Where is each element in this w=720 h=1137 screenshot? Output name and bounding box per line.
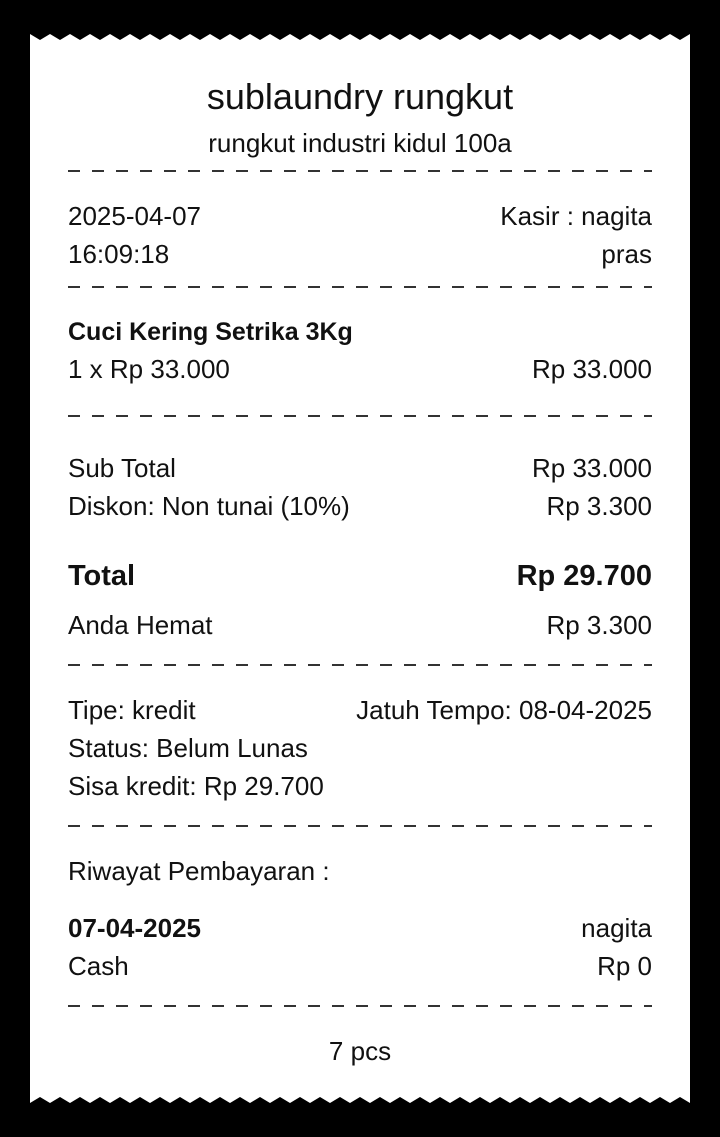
receipt xyxy=(30,30,690,1107)
receipt-bottom-edge xyxy=(30,1095,690,1107)
receipt-paper xyxy=(30,41,690,1096)
payment-by: nagita xyxy=(581,913,652,943)
cashier-name-continued: pras xyxy=(601,239,652,269)
saved-label: Anda Hemat xyxy=(68,610,213,640)
total-value: Rp 29.700 xyxy=(516,560,652,592)
subtotal-value: Rp 33.000 xyxy=(532,453,652,483)
divider xyxy=(68,415,652,417)
total-label: Total xyxy=(68,560,136,592)
item-count: 7 pcs xyxy=(328,1036,392,1066)
divider xyxy=(68,286,652,288)
divider xyxy=(68,825,652,827)
payment-status: Status: Belum Lunas xyxy=(68,733,308,763)
item-qty-price: 1 x Rp 33.000 xyxy=(68,354,230,384)
remaining-credit: Sisa kredit: Rp 29.700 xyxy=(68,771,324,801)
item-name: Cuci Kering Setrika 3Kg xyxy=(68,318,353,346)
divider xyxy=(68,1005,652,1007)
list-item xyxy=(68,354,652,384)
payment-amount: Rp 0 xyxy=(597,951,652,981)
store-address: rungkut industri kidul 100a xyxy=(208,128,512,158)
subtotal-label: Sub Total xyxy=(68,453,176,483)
cashier-label: Kasir : nagita xyxy=(500,201,652,231)
saved-value: Rp 3.300 xyxy=(546,610,652,640)
payment-history-heading: Riwayat Pembayaran : xyxy=(68,856,330,886)
payment-type: Tipe: kredit xyxy=(68,695,196,725)
payment-entry xyxy=(68,913,652,943)
payment-method: Cash xyxy=(68,951,129,981)
transaction-date: 2025-04-07 xyxy=(68,201,201,231)
payment-date: 07-04-2025 xyxy=(68,913,201,943)
discount-value: Rp 3.300 xyxy=(546,491,652,521)
transaction-time: 16:09:18 xyxy=(68,239,170,269)
item-amount: Rp 33.000 xyxy=(532,354,652,384)
due-date: Jatuh Tempo: 08-04-2025 xyxy=(356,695,652,725)
discount-label: Diskon: Non tunai (10%) xyxy=(68,491,350,521)
divider xyxy=(68,664,652,666)
divider xyxy=(68,170,652,172)
store-name: sublaundry rungkut xyxy=(206,76,514,117)
